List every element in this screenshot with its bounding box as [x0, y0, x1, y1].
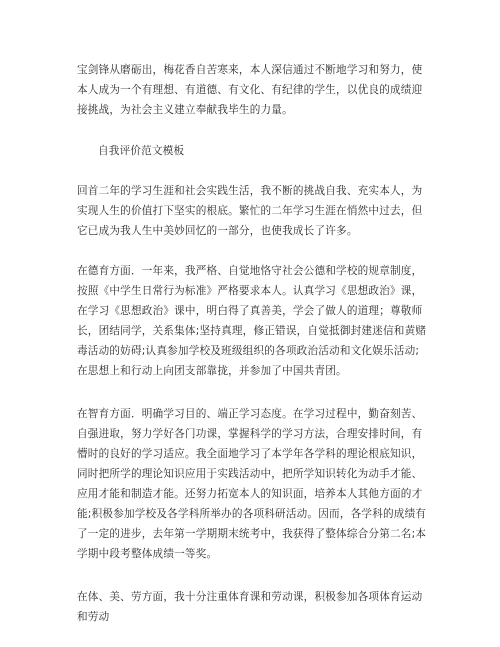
paragraph-review: 回首二年的学习生涯和社会实践生活，我不断的挑战自我、充实本人，为实现人生的价值打下坚实的根底。繁忙的二年学习生涯在悄然中过去，但它已成为我人生中美妙回忆的一部分，也使我成长了许多。	[77, 185, 423, 237]
paragraph-intellectual: 在智育方面．明确学习目的、端正学习态度。在学习过程中，勤奋刻苦、自强进取，努力学好各门功课，掌握科学的学习方法，合理安排时间，有懵时的良好的学习适应。我全面地学习了本学年各学科的理论根底知识，同时把所学的理论知识应用于实践活动中，把所学知识转化为动手才能、应用才能和制造才能。还努力拓宽本人的知识面，培养本人其他方面的才能;积极参加学校及各学科所举办的各项科研活动。因而，各学科的成绩有了一定的进步，去年第一学期期末统考中，我获得了整体综合分第二名;本学期中段考整体成绩一等奖。	[77, 408, 427, 560]
paragraph-intro: 宝剑锋从磨砺出，梅花香自苦寒来，本人深信通过不断地学习和努力，使本人成为一个有理想、有道德、有文化、有纪律的学生，以优良的成绩迎接挑战，为社会主义建立奉献我毕生的力量。	[77, 64, 423, 116]
paragraph-moral: 在德育方面．一年来，我严格、自觉地恪守社会公德和学校的规章制度，按照《中学生日常行为标准》严格要求本人。认真学习《思想政治》课，在学习《思想政治》课中，明白得了真善美，学会了做人的道理；尊敬师长，团结同学，关系集体;坚持真理，修正错误，自觉抵御封建迷信和黄赌毒活动的妨碍;认真参加学校及班级组织的各项政治活动和文化娱乐活动;在思想上和行动上向团支部靠拢，并参加了中国共青团。	[77, 265, 427, 377]
paragraph-physical: 在体、美、劳方面，我十分注重体育课和劳动课，积极参加各项体育运动和劳动	[77, 591, 423, 623]
section-heading: 自我评价范文模板	[98, 145, 185, 157]
